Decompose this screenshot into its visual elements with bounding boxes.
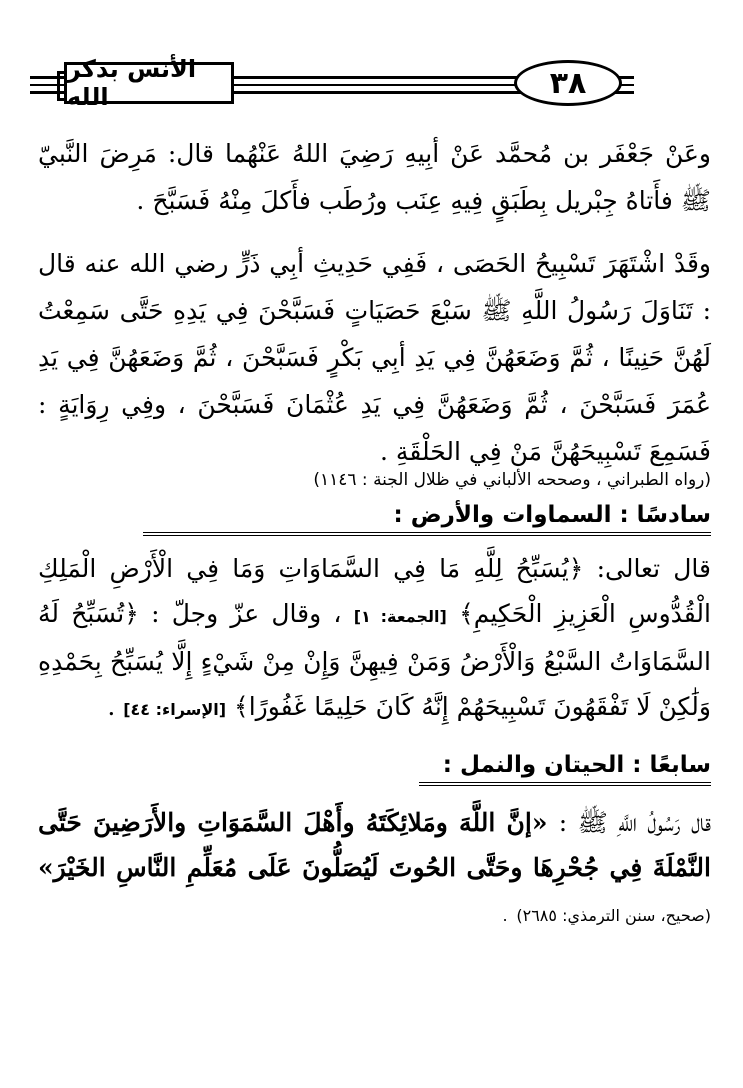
- running-header: [0, 0, 743, 130]
- paragraph-end: .: [502, 906, 508, 925]
- page-number: ٣٨: [514, 60, 622, 106]
- book-title: الأنس بذكر الله: [64, 62, 234, 104]
- verse-jumuah: قال تعالى: ﴿يُسَبِّحُ لِلَّهِ مَا فِي السَّمَاوَاتِ وَمَا فِي الْأَرْضِ الْمَلِكِ الْقُدُّوسِ الْعَزِيزِ الْحَكِيمِ﴾: [38, 554, 711, 628]
- paragraph-pebbles-hadith: وقَدْ اشْتَهَرَ تَسْبِيحُ الحَصَى ، فَفِي حَدِيثِ أبِي ذَرٍّ رضي الله عنه قال : تَنَاوَلَ رَسُولُ اللَّهِ ﷺ سَبْعَ حَصَيَاتٍ فَسَبَّحْنَ فِي يَدِهِ حَتَّى سَمِعْتُ لَهُنَّ حَنِينًا ، ثُمَّ وَضَعَهُنَّ فِي يَدِ أبِي بَكْرٍ فَسَبَّحْنَ ، ثُمَّ وَضَعَهُنَّ فِي يَدِ عُمَرَ فَسَبَّحْنَ ، ثُمَّ وَضَعَهُنَّ فِي يَدِ عُثْمَانَ فَسَبَّحْنَ ، وفِي رِوَايَةٍ : فَسَمِعَ تَسْبِيحَهُنَّ مَنْ فِي الحَلْقَةِ .: [38, 249, 711, 466]
- reference-tirmidhi: (صحيح، سنن الترمذي: ٢٦٨٥): [516, 906, 711, 925]
- reference-tabarani: (رواه الطبراني ، وصححه الألباني في ظلال الجنة : ١١٤٦): [313, 470, 711, 490]
- hadith-intro: قال رَسُولُ اللَّهِ ﷺ :: [558, 808, 711, 837]
- section-heading-heavens-earth: سادسًا : السماوات والأرض :: [143, 502, 711, 536]
- paragraph-end: .: [107, 692, 116, 721]
- verse-ref-isra: [الإسراء: ٤٤]: [123, 700, 227, 719]
- paragraph-teacher-hadith: [38, 800, 711, 938]
- hadith-text: «إنَّ اللَّهَ ومَلائِكَتَهُ وأَهْلَ السَّمَوَاتِ والأَرَضِينَ حَتَّى النَّمْلَةَ فِي جُحْرِهَا وحَتَّى الحُوتَ لَيُصَلُّونَ عَلَى مُعَلِّمِ النَّاسِ الخَيْرَ»: [38, 808, 711, 882]
- section-heading-fish-ants: سابعًا : الحيتان والنمل :: [419, 752, 711, 786]
- verse-ref-jumuah: [الجمعة: ١]: [353, 607, 447, 626]
- paragraph-jafar-hadith: وعَنْ جَعْفَر بن مُحمَّد عَنْ أبِيهِ رَضِيَ اللهُ عَنْهُما قال: مَرِضَ النَّبيّ ﷺ فأَتاهُ جِبْريل بِطَبَقٍ فِيهِ عِنَب ورُطَب فأَكلَ مِنْهُ فَسَبَّحَ .: [38, 139, 711, 215]
- verse-isra: ، وقال عزّ وجلّ : ﴿تُسَبِّحُ لَهُ السَّمَاوَاتُ السَّبْعُ وَالْأَرْضُ وَمَنْ فِيهِنَّ وَإِنْ مِنْ شَيْءٍ إِلَّا يُسَبِّحُ بِحَمْدِهِ وَلَٰكِنْ لَا تَفْقَهُونَ تَسْبِيحَهُمْ إِنَّهُ كَانَ حَلِيمًا غَفُورًا﴾: [38, 599, 711, 721]
- paragraph-quran-verses: [38, 546, 711, 732]
